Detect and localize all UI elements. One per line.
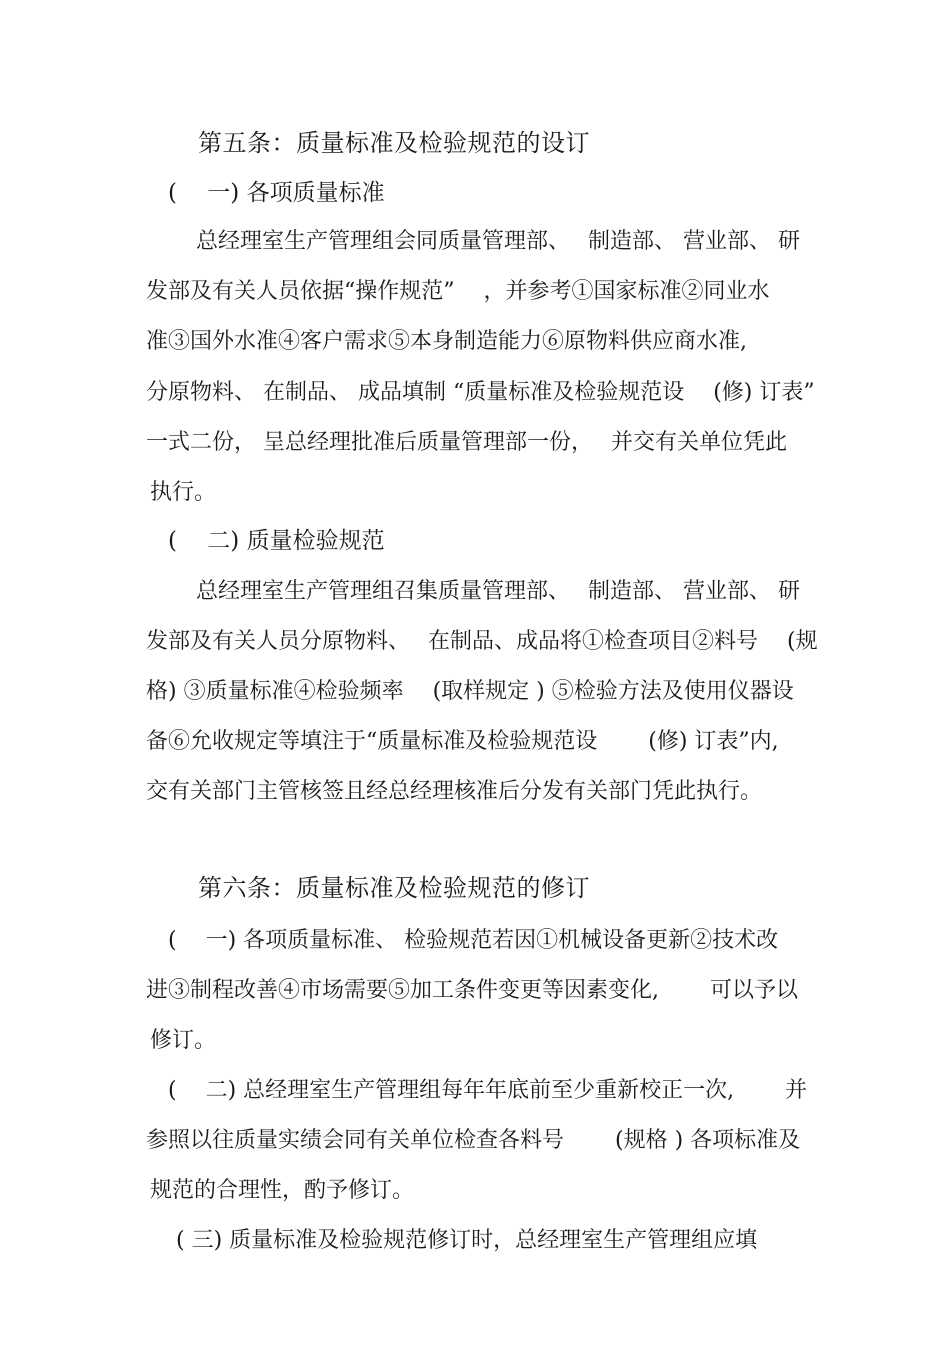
article6-item1-line-1: ( 一) 各项质量标准、 检验规范若因①机械设备更新②技术改 (168, 928, 779, 953)
article5-s1-line-5: 一式二份， 呈总经理批准后质量管理部一份， 并交有关单位凭此 (146, 430, 787, 455)
article5-s1-line-1: 总经理室生产管理组会同质量管理部、 制造部、 营业部、 研 (196, 229, 800, 254)
article5-heading: 第五条：质量标准及检验规范的设订 (198, 129, 590, 157)
article5-s2-line-5: 交有关部门主管核签且经总经理核准后分发有关部门凭此执行。 (146, 779, 763, 804)
article5-s2-line-1: 总经理室生产管理组召集质量管理部、 制造部、 营业部、 研 (196, 579, 800, 604)
article5-s1-line-3: 准③国外水准④客户需求⑤本身制造能力⑥原物料供应商水准, (146, 329, 747, 354)
article5-s1-line-2: 发部及有关人员依据“操作规范” ，并参考①国家标准②同业水 (146, 279, 770, 304)
article6-heading: 第六条：质量标准及检验规范的修订 (198, 874, 590, 902)
article6-item1-line-3: 修订。 (150, 1028, 217, 1053)
article5-s1-line-4: 分原物料、 在制品、 成品填制 “质量标准及检验规范设 (修) 订表” (146, 380, 815, 405)
article5-section2-title: ( 二) 质量检验规范 (168, 528, 385, 554)
article6-item2-line-1: ( 二) 总经理室生产管理组每年年底前至少重新校正一次, 并 (168, 1078, 808, 1103)
article5-s2-line-2: 发部及有关人员分原物料、 在制品、成品将①检查项目②料号 (规 (146, 629, 818, 654)
article6-item3-line-1: ( 三) 质量标准及检验规范修订时，总经理室生产管理组应填 (176, 1228, 758, 1253)
article5-s1-line-6: 执行。 (150, 480, 217, 505)
article5-section1-title: ( 一) 各项质量标准 (168, 180, 385, 206)
article6-item1-line-2: 进③制程改善④市场需要⑤加工条件变更等因素变化, 可以予以 (146, 978, 798, 1003)
article6-item2-line-3: 规范的合理性，酌予修订。 (150, 1178, 415, 1203)
article5-s2-line-3: 格) ③质量标准④检验频率 (取样规定 ) ⑤检验方法及使用仪器设 (146, 679, 794, 704)
article5-s2-line-4: 备⑥允收规定等填注于“质量标准及检验规范设 (修) 订表”内, (146, 729, 779, 754)
article6-item2-line-2: 参照以往质量实绩会同有关单位检查各料号 (规格 ) 各项标准及 (146, 1128, 801, 1153)
